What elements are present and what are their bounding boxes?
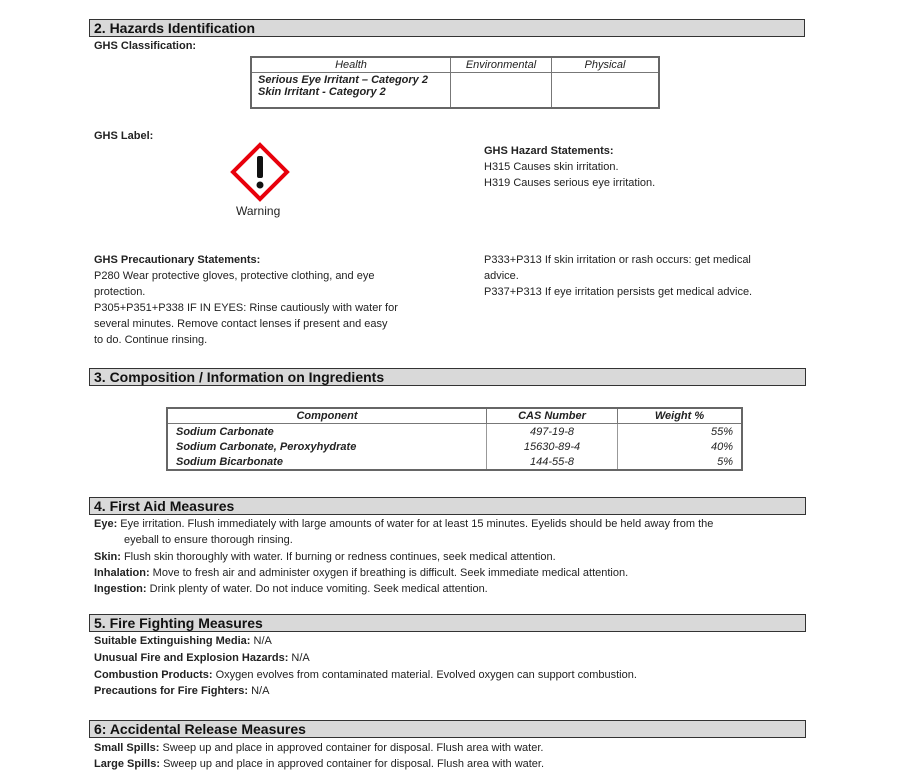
fire-combustion-text: Oxygen evolves from contaminated material. Evolved oxygen can support combustion.	[212, 669, 637, 681]
ghs-header-environmental: Environmental	[451, 57, 552, 73]
release-small	[94, 740, 543, 756]
ghs-health-line: Serious Eye Irritant – Category 2	[258, 74, 428, 86]
cas-number: 144-55-8	[487, 454, 618, 470]
composition-table	[166, 407, 743, 471]
first-aid-inhalation-label: Inhalation:	[94, 567, 150, 579]
table-row	[167, 424, 742, 440]
release-large-label: Large Spills:	[94, 758, 161, 770]
ghs-classification-table	[250, 56, 660, 109]
ghs-header-physical: Physical	[552, 57, 660, 73]
first-aid-eye-text: Eye irritation. Flush immediately with large amounts of water for at least 15 minutes. Eyelids should be held away from the	[117, 518, 714, 530]
ghs-health-cell	[251, 73, 451, 109]
ghs-label-label: GHS Label:	[94, 130, 154, 142]
precaution-line: P305+P351+P338 IF IN EYES: Rinse cautiously with water for	[94, 302, 398, 314]
component-name: Sodium Carbonate	[167, 424, 487, 440]
section-4-header: 4. First Aid Measures	[89, 497, 806, 515]
composition-header-component: Component	[167, 408, 487, 424]
weight-percent: 5%	[618, 454, 743, 470]
release-small-text: Sweep up and place in approved container for disposal. Flush area with water.	[159, 742, 544, 754]
component-name: Sodium Bicarbonate	[167, 454, 487, 470]
release-large-text: Sweep up and place in approved container for disposal. Flush area with water.	[160, 758, 545, 770]
ghs-environmental-cell	[451, 73, 552, 109]
table-row	[167, 439, 742, 454]
first-aid-skin-label: Skin:	[94, 551, 121, 563]
first-aid-eye	[94, 516, 713, 532]
signal-word: Warning	[236, 204, 281, 218]
fire-precautions-text: N/A	[248, 685, 270, 697]
fire-precautions-label: Precautions for Fire Fighters:	[94, 685, 249, 697]
fire-media	[94, 633, 272, 649]
first-aid-ingestion-text: Drink plenty of water. Do not induce vomiting. Seek medical attention.	[146, 583, 488, 595]
precaution-line: P280 Wear protective gloves, protective clothing, and eye	[94, 270, 375, 282]
section-6-header: 6: Accidental Release Measures	[89, 720, 806, 738]
first-aid-skin	[94, 549, 556, 565]
section-3-header: 3. Composition / Information on Ingredients	[89, 368, 806, 386]
fire-unusual	[94, 650, 310, 666]
first-aid-ingestion	[94, 581, 488, 597]
precaution-line: P333+P313 If skin irritation or rash occurs: get medical	[484, 254, 751, 266]
fire-precautions	[94, 683, 269, 699]
composition-header-cas: CAS Number	[487, 408, 618, 424]
ghs-physical-cell	[552, 73, 660, 109]
precaution-line: P337+P313 If eye irritation persists get medical advice.	[484, 286, 753, 298]
fire-combustion	[94, 667, 637, 683]
first-aid-eye-continued: eyeball to ensure thorough rinsing.	[124, 534, 293, 546]
release-small-label: Small Spills:	[94, 742, 160, 754]
precautionary-statements-title: GHS Precautionary Statements:	[94, 254, 261, 266]
precaution-line: to do. Continue rinsing.	[94, 334, 208, 346]
section-5-header: 5. Fire Fighting Measures	[89, 614, 806, 632]
precaution-line: advice.	[484, 270, 519, 282]
cas-number: 15630-89-4	[487, 439, 618, 454]
hazard-statement: H315 Causes skin irritation.	[484, 161, 619, 173]
first-aid-inhalation-text: Move to fresh air and administer oxygen if breathing is difficult. Seek immediate medical attention.	[149, 567, 629, 579]
ghs-header-health: Health	[251, 57, 451, 73]
exclamation-mark-icon	[230, 142, 290, 202]
fire-combustion-label: Combustion Products:	[94, 669, 213, 681]
precaution-line: protection.	[94, 286, 146, 298]
ghs-classification-label: GHS Classification:	[94, 40, 197, 52]
composition-header-weight: Weight %	[618, 408, 743, 424]
first-aid-skin-text: Flush skin thoroughly with water. If burning or redness continues, seek medical attention.	[120, 551, 556, 563]
first-aid-inhalation	[94, 565, 628, 581]
weight-percent: 40%	[618, 439, 743, 454]
weight-percent: 55%	[618, 424, 743, 440]
fire-media-label: Suitable Extinguishing Media:	[94, 635, 251, 647]
fire-unusual-text: N/A	[288, 652, 310, 664]
ghs-health-line: Skin Irritant - Category 2	[258, 86, 386, 98]
hazard-statements-title: GHS Hazard Statements:	[484, 145, 614, 157]
precaution-line: several minutes. Remove contact lenses if present and easy	[94, 318, 388, 330]
cas-number: 497-19-8	[487, 424, 618, 440]
release-large	[94, 756, 544, 772]
first-aid-eye-label: Eye:	[94, 518, 118, 530]
hazard-statement: H319 Causes serious eye irritation.	[484, 177, 656, 189]
table-row	[167, 454, 742, 470]
first-aid-ingestion-label: Ingestion:	[94, 583, 147, 595]
section-2-header: 2. Hazards Identification	[89, 19, 805, 37]
fire-unusual-label: Unusual Fire and Explosion Hazards:	[94, 652, 289, 664]
fire-media-text: N/A	[250, 635, 272, 647]
component-name: Sodium Carbonate, Peroxyhydrate	[167, 439, 487, 454]
